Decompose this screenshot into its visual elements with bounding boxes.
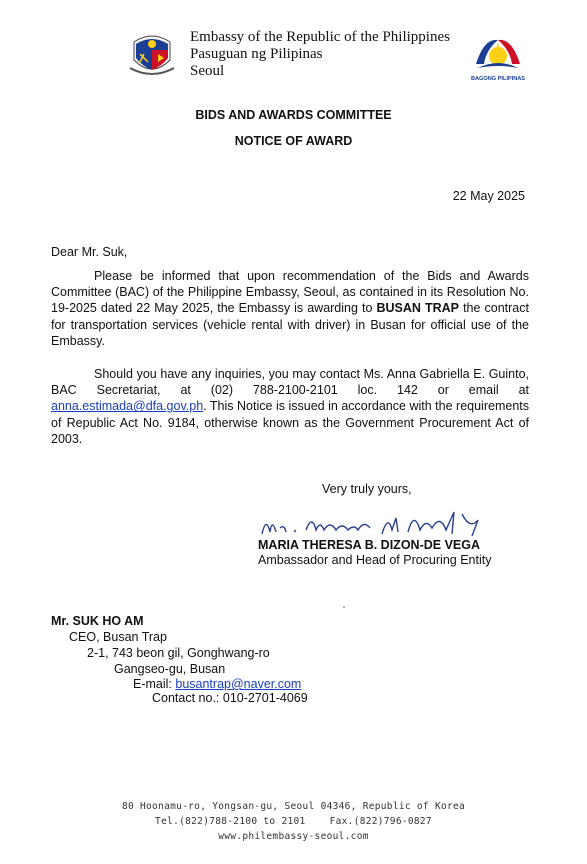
- embassy-letterhead-text: [190, 29, 450, 80]
- recipient-email-link[interactable]: busantrap@naver.com: [175, 677, 302, 691]
- recipient-email-label: E-mail:: [133, 677, 176, 691]
- footer-address: 80 Hoonamu-ro, Yongsan-gu, Seoul 04346, Republic of Korea: [121, 801, 466, 812]
- embassy-name-filipino: Pasuguan ng Pilipinas: [190, 46, 323, 62]
- paragraph-inquiries: [51, 366, 529, 447]
- awardee-name: BUSAN TRAP: [376, 301, 460, 316]
- paragraph-award-text: Please be informed that upon recommendation of the Bids and Awards Committee (BAC) of the Philippine Embassy, Seoul, as contained in its Resolution No. 19-2025 dated 22 May 2025, the Embassy is awarding to: [51, 269, 529, 316]
- recipient-address-line2: Gangseo-gu, Busan: [114, 662, 226, 676]
- footer-website: www.philembassy-seoul.com: [218, 831, 369, 842]
- paragraph-award-text-end: the contract for transportation services (vehicle rental with driver) in Busan for official use of the Embassy.: [51, 301, 529, 348]
- closing: Very truly yours,: [322, 482, 412, 496]
- notice-title: NOTICE OF AWARD: [234, 134, 353, 148]
- stray-mark: [343, 606, 345, 608]
- embassy-city: Seoul: [190, 63, 225, 79]
- philippine-seal-icon: [128, 28, 176, 78]
- committee-heading: BIDS AND AWARDS COMMITTEE: [195, 108, 392, 122]
- recipient-position: CEO, Busan Trap: [69, 630, 167, 644]
- logo-text: BAGONG PILIPINAS: [470, 76, 526, 82]
- recipient-name: Mr. SUK HO AM: [51, 614, 144, 628]
- signer-name: MARIA THERESA B. DIZON-DE VEGA: [258, 538, 480, 552]
- signer-title: Ambassador and Head of Procuring Entity: [258, 553, 492, 567]
- bagong-pilipinas-logo-icon: [470, 28, 526, 86]
- footer-phone: Tel.(822)788-2100 to 2101 Fax.(822)796-0827: [155, 816, 432, 827]
- embassy-name: Embassy of the Republic of the Philippines: [190, 29, 450, 45]
- recipient-address-line1: 2-1, 743 beon gil, Gonghwang-ro: [87, 646, 270, 660]
- paragraph-inquiries-text-end: . This Notice is issued in accordance with the requirements of Republic Act No. 9184, otherwise known as the Government Procurement Act of 2003.: [51, 399, 529, 446]
- secretariat-email-link[interactable]: anna.estimada@dfa.gov.ph: [51, 399, 204, 414]
- letter-date: 22 May 2025: [452, 189, 525, 203]
- recipient-contact: Contact no.: 010-2701-4069: [152, 691, 308, 705]
- paragraph-award: [51, 268, 529, 349]
- salutation: Dear Mr. Suk,: [51, 245, 128, 259]
- paragraph-inquiries-text: Should you have any inquiries, you may contact Ms. Anna Gabriella E. Guinto, BAC Secretariat, at (02) 788-2100-2101 loc. 142 or email at: [51, 367, 529, 398]
